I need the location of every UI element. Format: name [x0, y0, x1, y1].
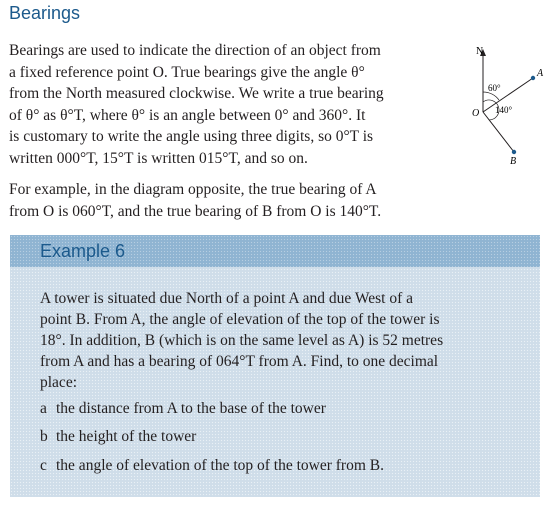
point-a [531, 76, 535, 80]
part-text: the distance from A to the base of the tower [56, 400, 326, 417]
text-line: from the North measured clockwise. We write a true bearing [9, 85, 384, 102]
part-item [40, 400, 326, 418]
intro-paragraph [9, 40, 434, 169]
text-line: of θ° as θ°T, where θ° is an angle between 0° and 360°. It [9, 106, 366, 124]
point-a-label: A [537, 68, 544, 79]
part-item [40, 457, 384, 475]
angle-label-a: 60° [488, 83, 501, 93]
text-line: a fixed reference point O. True bearings give the angle θ° [9, 63, 365, 81]
section-heading: Bearings [9, 3, 81, 23]
line-ob [483, 112, 514, 152]
north-label: N [476, 46, 484, 57]
text-line: from O is 060°T, and the true bearing of B from O is 140°T. [9, 202, 382, 220]
text-line: place: [40, 374, 78, 391]
part-text: the angle of elevation of the top of the tower from B. [56, 457, 384, 474]
part-label: c [40, 457, 47, 474]
problem-text [40, 288, 510, 393]
bearing-diagram [436, 40, 544, 170]
text-line: A tower is situated due North of a point A and due West of a [40, 290, 413, 307]
example-paragraph [9, 179, 449, 222]
text-line: For example, in the diagram opposite, the true bearing of A [9, 181, 377, 198]
part-text: the height of the tower [56, 428, 197, 445]
part-label: b [40, 428, 48, 445]
text-line: is customary to write the angle using three digits, so 0°T is [9, 128, 374, 145]
point-b-label: B [510, 156, 517, 167]
text-line: written 000°T, 15°T is written 015°T, and so on. [9, 149, 308, 167]
example-title: Example 6 [40, 241, 126, 261]
text-line: Bearings are used to indicate the direction of an object from [9, 42, 381, 59]
text-line: from A and has a bearing of 064°T from A. Find, to one decimal [40, 353, 439, 370]
text-line: point B. From A, the angle of elevation of the top of the tower is [40, 311, 440, 328]
origin-label: O [472, 108, 480, 119]
angle-label-b: 140° [495, 105, 513, 115]
angle-arc-a [483, 92, 499, 100]
example-box [10, 235, 540, 497]
example-header [10, 235, 540, 267]
part-label: a [40, 400, 47, 417]
point-b [512, 150, 516, 154]
part-item [40, 428, 196, 446]
text-line: 18°. In addition, B (which is on the same level as A) is 52 metres [40, 332, 444, 349]
